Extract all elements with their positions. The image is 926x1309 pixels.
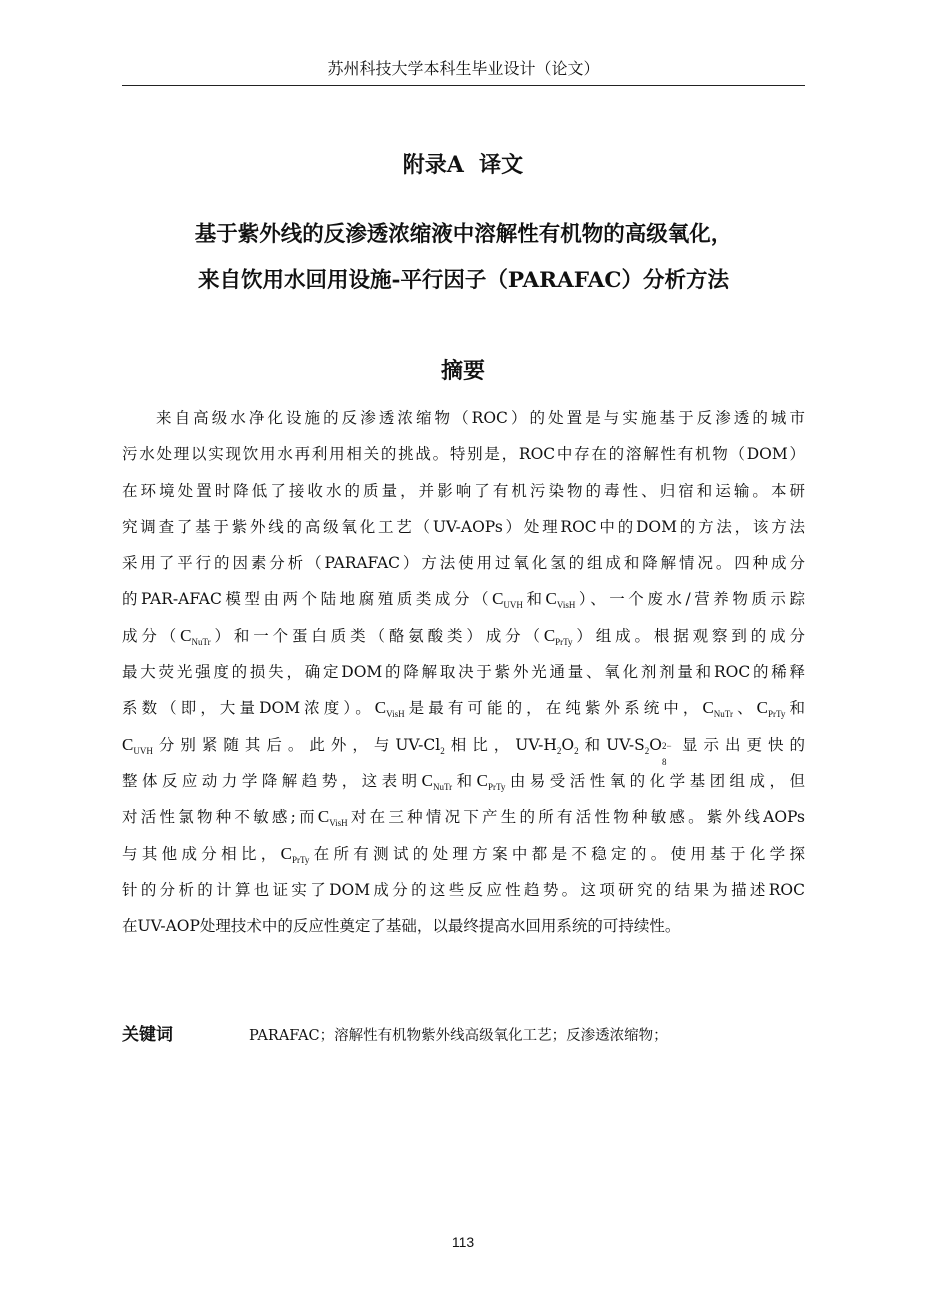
abstract-line xyxy=(122,690,805,726)
text-run: 在所有测试的处理方案中都是不稳定的。使用基于化学探 xyxy=(309,844,805,863)
component-symbol: C xyxy=(543,625,556,645)
text-run: O xyxy=(561,735,575,754)
page-number: 113 xyxy=(451,1234,475,1250)
text-run: O xyxy=(649,735,662,754)
subscript: VisH xyxy=(329,818,348,829)
component-symbol: C xyxy=(421,770,433,790)
subscript: PrTy xyxy=(291,854,310,865)
component-symbol: C xyxy=(280,843,292,863)
text-run: 显示出更快的 xyxy=(675,735,805,754)
subscript: VisH xyxy=(386,709,405,720)
paper-title-line-1: 基于紫外线的反渗透浓缩液中溶解性有机物的高级氧化， xyxy=(194,222,733,247)
text-run: 成分（ xyxy=(122,626,181,645)
abstract-line xyxy=(122,836,805,872)
subscript: 2 xyxy=(556,745,562,756)
component-symbol: C xyxy=(180,625,192,645)
text-run: 由易受活性氧的化学基团组成，但 xyxy=(505,771,805,790)
subscript: PrTy xyxy=(768,709,786,720)
text-run: 是最有可能的，在纯紫外系统中， xyxy=(404,699,703,718)
component-symbol: C xyxy=(317,807,330,827)
text-run: 和 xyxy=(785,699,805,718)
text-run: ）和一个蛋白质类（酪氨酸类）成分（ xyxy=(210,626,544,645)
text-run: 和 xyxy=(522,590,546,609)
abstract-line xyxy=(122,618,805,654)
abstract-line xyxy=(122,799,805,835)
subscript: 2 xyxy=(440,745,445,756)
text-run: 和UV-S xyxy=(578,735,645,754)
subscript: NuTr xyxy=(191,636,211,647)
subscript: UVH xyxy=(503,600,523,611)
text-run: 的PAR-AFAC模型由两个陆地腐殖质类成分（ xyxy=(122,590,493,609)
abstract-line: 污水处理以实现饮用水再利用相关的挑战。特别是，ROC中存在的溶解性有机物（DOM） xyxy=(122,445,805,464)
text-run: 、 xyxy=(732,699,757,718)
component-symbol: C xyxy=(122,734,134,754)
component-symbol: C xyxy=(756,698,768,718)
subscript: NuTr xyxy=(432,781,453,792)
keywords-label: 关键词 xyxy=(122,1025,173,1045)
component-symbol: C xyxy=(476,770,488,790)
text-run: 分别紧随其后。此外，与UV-Cl xyxy=(152,735,441,754)
component-symbol: C xyxy=(492,589,504,609)
page-header: 苏州科技大学本科生毕业设计（论文） xyxy=(122,56,805,86)
subscript: PrTy xyxy=(487,781,506,792)
abstract-line: 在UV-AOP处理技术中的反应性奠定了基础，以最终提高水回用系统的可持续性。 xyxy=(122,917,681,936)
superscript: 2− xyxy=(661,740,672,751)
abstract-line xyxy=(122,581,805,617)
text-run: 对活性氯物种不敏感;而 xyxy=(122,808,318,827)
subscript: UVH xyxy=(133,745,153,756)
text-run: ）组成。根据观察到的成分 xyxy=(572,626,805,645)
text-run: 系数（即，大量DOM浓度）。 xyxy=(122,699,375,718)
subscript: 2 xyxy=(644,745,650,756)
subscript: VisH xyxy=(556,600,576,611)
abstract-line: 在环境处置时降低了接收水的质量，并影响了有机污染物的毒性、归宿和运输。本研 xyxy=(122,481,805,500)
keywords-value: PARAFAC；溶解性有机物紫外线高级氧化工艺；反渗透浓缩物； xyxy=(249,1028,668,1044)
appendix-title: 附录A 译文 xyxy=(402,152,524,178)
abstract-line: 究调查了基于紫外线的高级氧化工艺（UV-AOPs）处理ROC中的DOM的方法，该方法 xyxy=(122,517,805,536)
abstract-line xyxy=(122,727,805,767)
abstract-line xyxy=(122,763,805,799)
text-run: 相比，UV-H xyxy=(444,735,557,754)
paper-title xyxy=(122,212,805,304)
text-run: 与其他成分相比， xyxy=(122,844,281,863)
abstract-line: 最大荧光强度的损失，确定DOM的降解取决于紫外光通量、氧化剂剂量和ROC的稀释 xyxy=(122,663,805,682)
abstract-heading: 摘要 xyxy=(440,359,485,384)
abstract-line: 针的分析的计算也证实了DOM成分的这些反应性趋势。这项研究的结果为描述ROC xyxy=(122,880,805,899)
keywords xyxy=(122,1020,805,1045)
component-symbol: C xyxy=(374,698,387,718)
text-run: 整体反应动力学降解趋势，这表明 xyxy=(122,771,422,790)
text-run: 对在三种情况下产生的所有活性物种敏感。紫外线AOPs xyxy=(347,808,805,827)
subscript: NuTr xyxy=(713,709,733,720)
component-symbol: C xyxy=(702,698,714,718)
paper-title-line-2: 来自饮用水回用设施-平行因子（PARAFAC）分析方法 xyxy=(197,268,730,293)
text-run: ）、一个废水/营养物质示踪 xyxy=(575,590,805,609)
subscript: PrTy xyxy=(555,636,573,647)
text-run: 和 xyxy=(452,771,477,790)
subscript: 2 xyxy=(574,745,579,756)
component-symbol: C xyxy=(545,589,557,609)
abstract-line: 来自高级水净化设施的反渗透浓缩物（ROC）的处置是与实施基于反渗透的城市 xyxy=(156,409,805,427)
subscript: 8 xyxy=(661,756,667,767)
abstract-line: 采用了平行的因素分析（PARAFAC）方法使用过氧化氢的组成和降解情况。四种成分 xyxy=(122,554,805,573)
abstract-body xyxy=(122,400,805,944)
